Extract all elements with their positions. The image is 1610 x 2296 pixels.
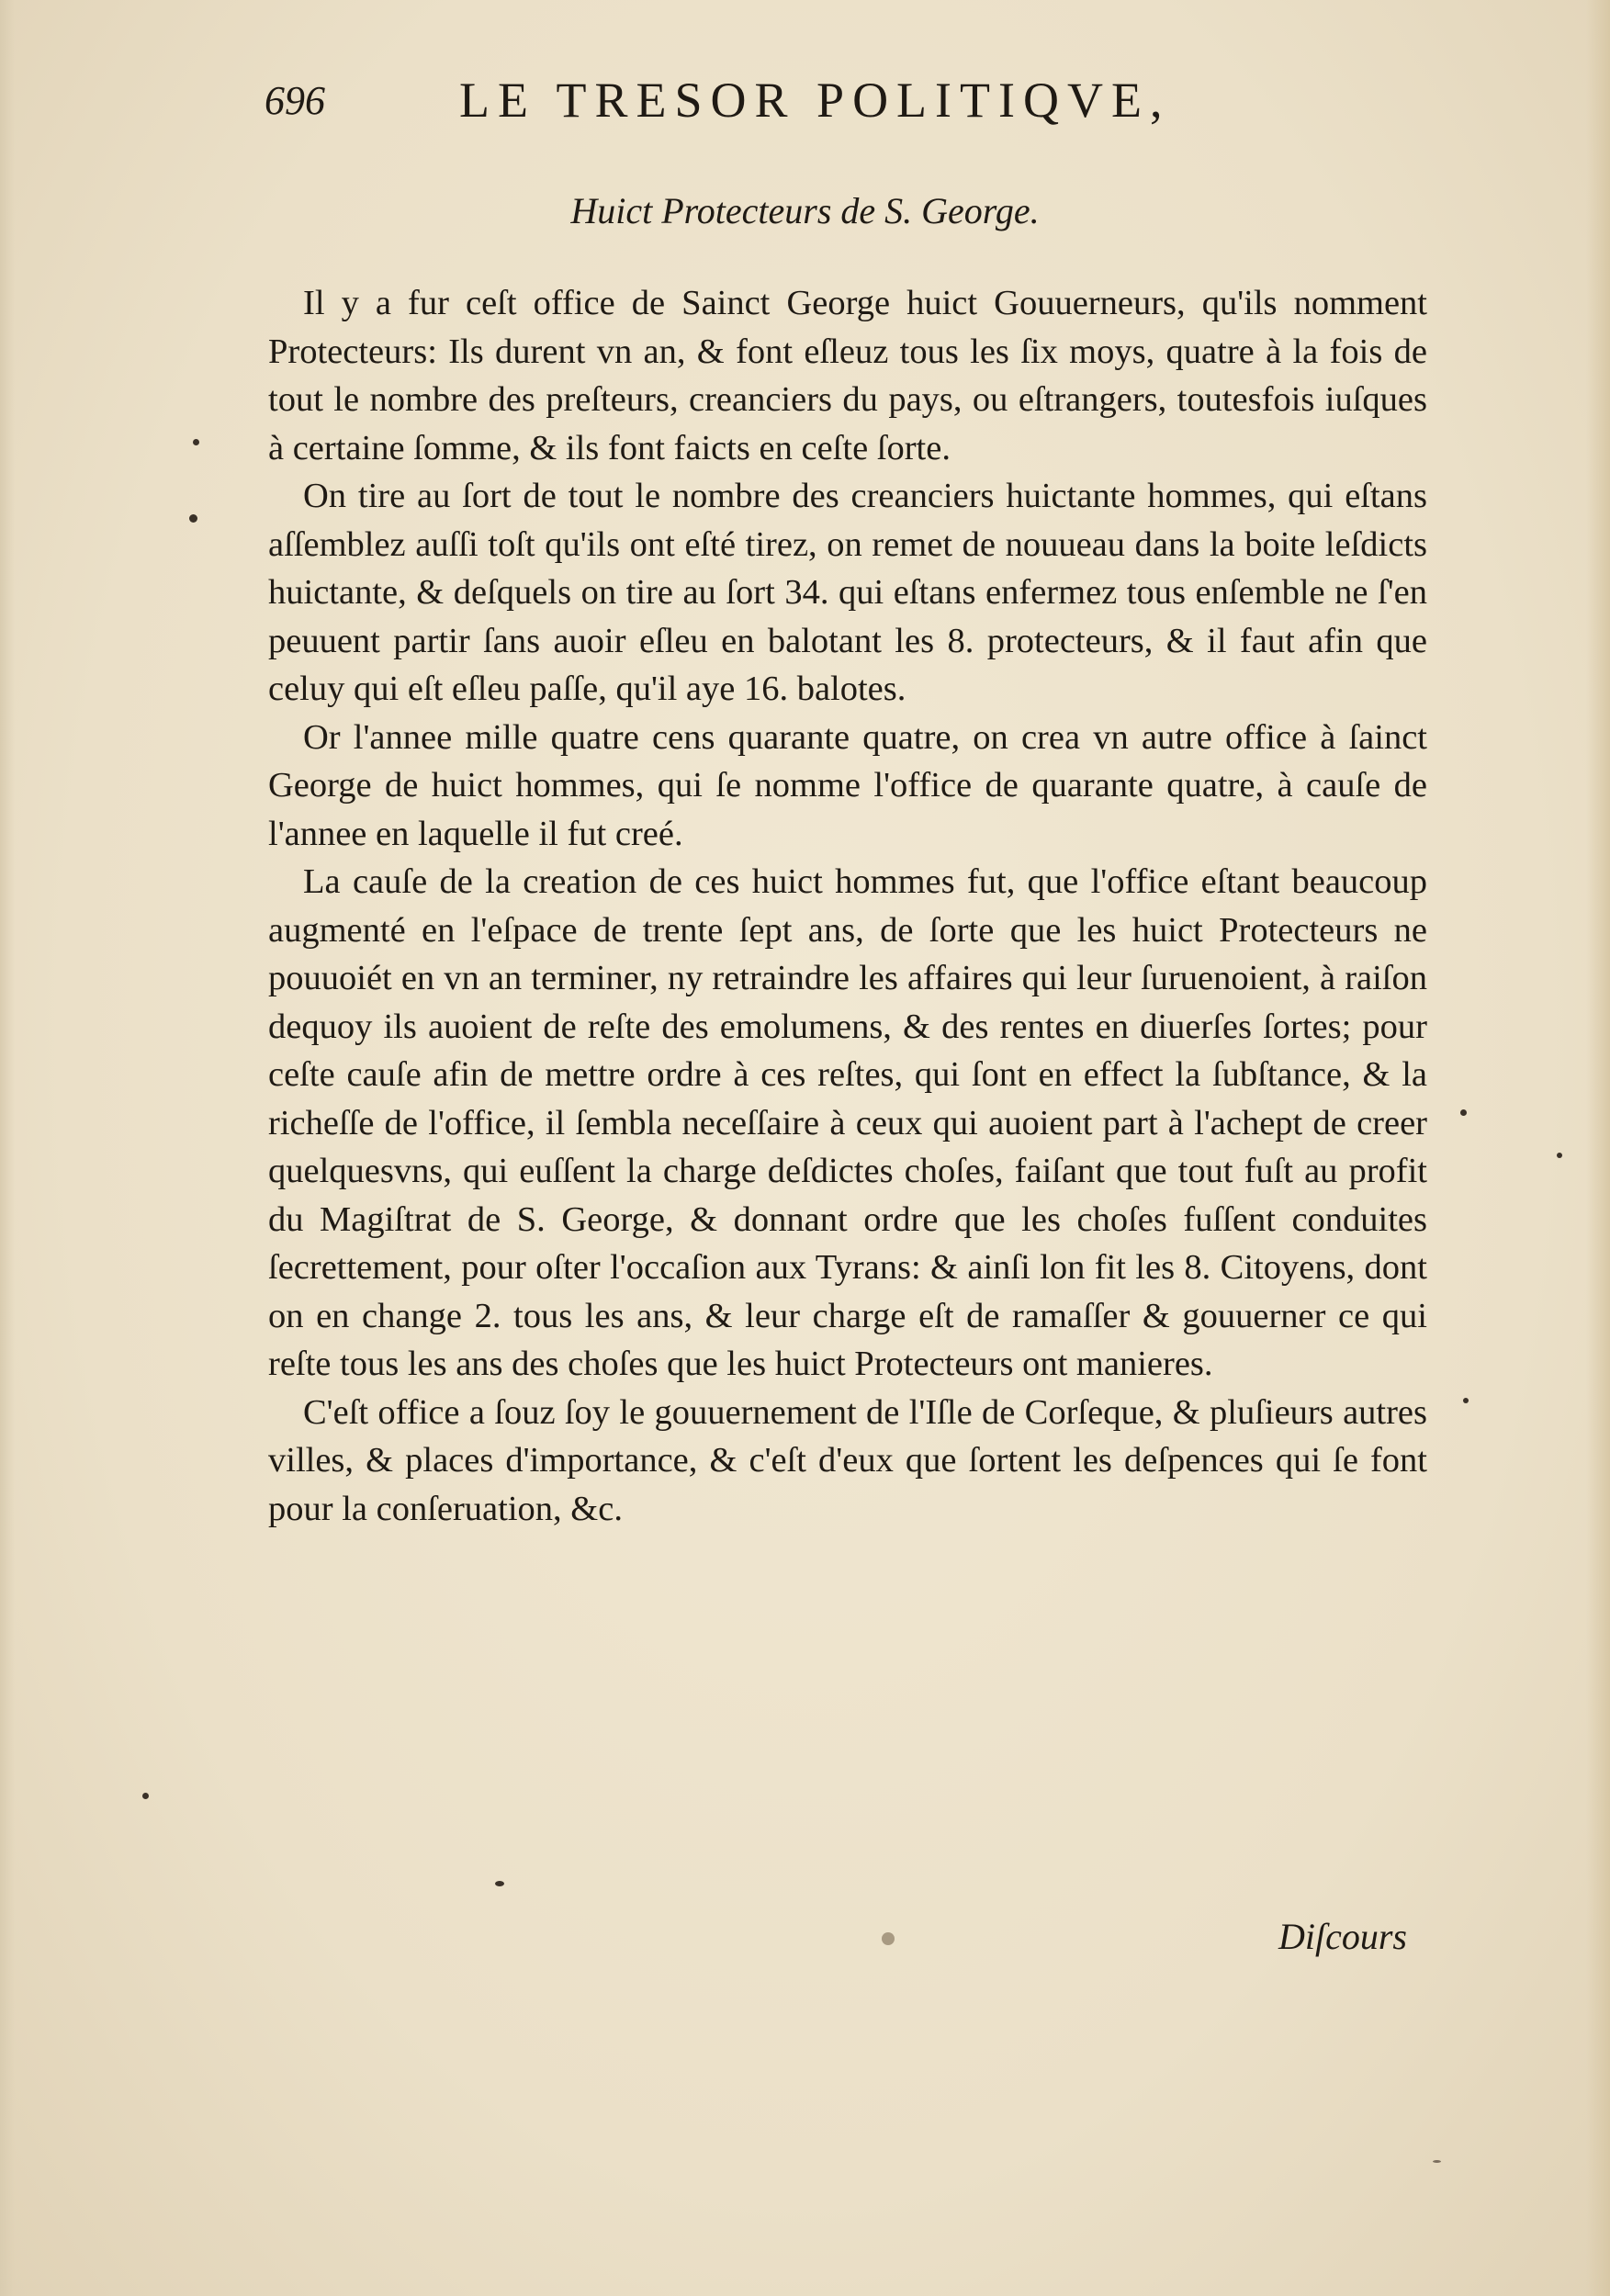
body-text: [268, 279, 1427, 1533]
ink-speck: [495, 1881, 504, 1886]
running-title: LE TRESOR POLITIQVE,: [459, 73, 1171, 128]
page-number: 696: [265, 78, 325, 123]
ink-speck: [189, 514, 197, 523]
page-edge-shadow: [1586, 0, 1610, 2296]
page-header: [265, 72, 1293, 136]
ink-speck: [142, 1793, 149, 1799]
paragraph: On tire au ſort de tout le nombre des creanciers huictante hommes, qui eſtans aſſemblez auſſi toſt qu'ils ont eſté tirez, on remet de nouueau dans la boite leſdicts huictante, & deſquels on tire au ſort 34. qui eſtans enfermez tous enſemble ne ſ'en peuuent partir ſans auoir eſleu en balotant les 8. protecteurs, & il faut afin que celuy qui eſt eſleu paſſe, qu'il aye 16. balotes.: [268, 477, 1427, 708]
paragraph: C'eſt office a ſouz ſoy le gouuernement de l'Iſle de Corſeque, & pluſieurs autres villes, & places d'importance, & c'eſt d'eux que ſortent les deſpences qui ſe font pour la conſeruation, &c.: [268, 1392, 1427, 1528]
ink-speck: [1557, 1153, 1562, 1158]
ink-speck: [1463, 1398, 1469, 1403]
paragraph: Or l'annee mille quatre cens quarante quatre, on crea vn autre office à ſainct George de huict hommes, qui ſe nomme l'office de quarante quatre, à cauſe de l'annee en laquelle il fut creé.: [268, 717, 1427, 853]
ink-speck: [1460, 1109, 1467, 1116]
section-heading: Huict Protecteurs de S. George.: [570, 190, 1040, 231]
page-gutter-shadow: [0, 0, 15, 2296]
paragraph: Il y a fur ceſt office de Sainct George huict Gouuerneurs, qu'ils nomment Protecteurs: Ils durent vn an, & font eſleuz tous les ſix moys, quatre à la fois de tout le nombre des preſteurs, creanciers du pays, ou eſtrangers, toutesfois iuſques à certaine ſomme, & ils font faicts en ceſte ſorte.: [268, 284, 1427, 467]
paragraph: La cauſe de la creation de ces huict hommes fut, que l'office eſtant beaucoup augmenté en l'eſpace de trente ſept ans, de ſorte que les huict Protecteurs ne pouuoiét en vn an terminer, ny retraindre les affaires qui leur ſuruenoient, à raiſon dequoy ils auoient de reſte des emolumens, & des rentes en diuerſes ſortes; pour ceſte cauſe afin de mettre ordre à ces reſtes, qui ſont en effect la ſubſtance, & la richeſſe de l'office, il ſembla neceſſaire à ceux qui auoient part à l'achept de creer quelquesvns, qui euſſent la charge deſdictes choſes, faiſant que tout fuſt au profit du Magiſtrat de S. George, & donnant ordre que les choſes fuſſent conduites ſecrettement, pour oſter l'occaſion aux Tyrans: & ainſi lon fit les 8. Citoyens, dont on en change 2. tous les ans, & leur charge eſt de ramaſſer & gouuerner ce qui reſte tous les ans des choſes que les huict Protecteurs ont manieres.: [268, 862, 1427, 1383]
ink-speck: [1433, 2160, 1441, 2163]
ink-speck: [882, 1932, 895, 1945]
ink-speck: [193, 439, 199, 445]
catchword: Diſcours: [1278, 1916, 1407, 1957]
